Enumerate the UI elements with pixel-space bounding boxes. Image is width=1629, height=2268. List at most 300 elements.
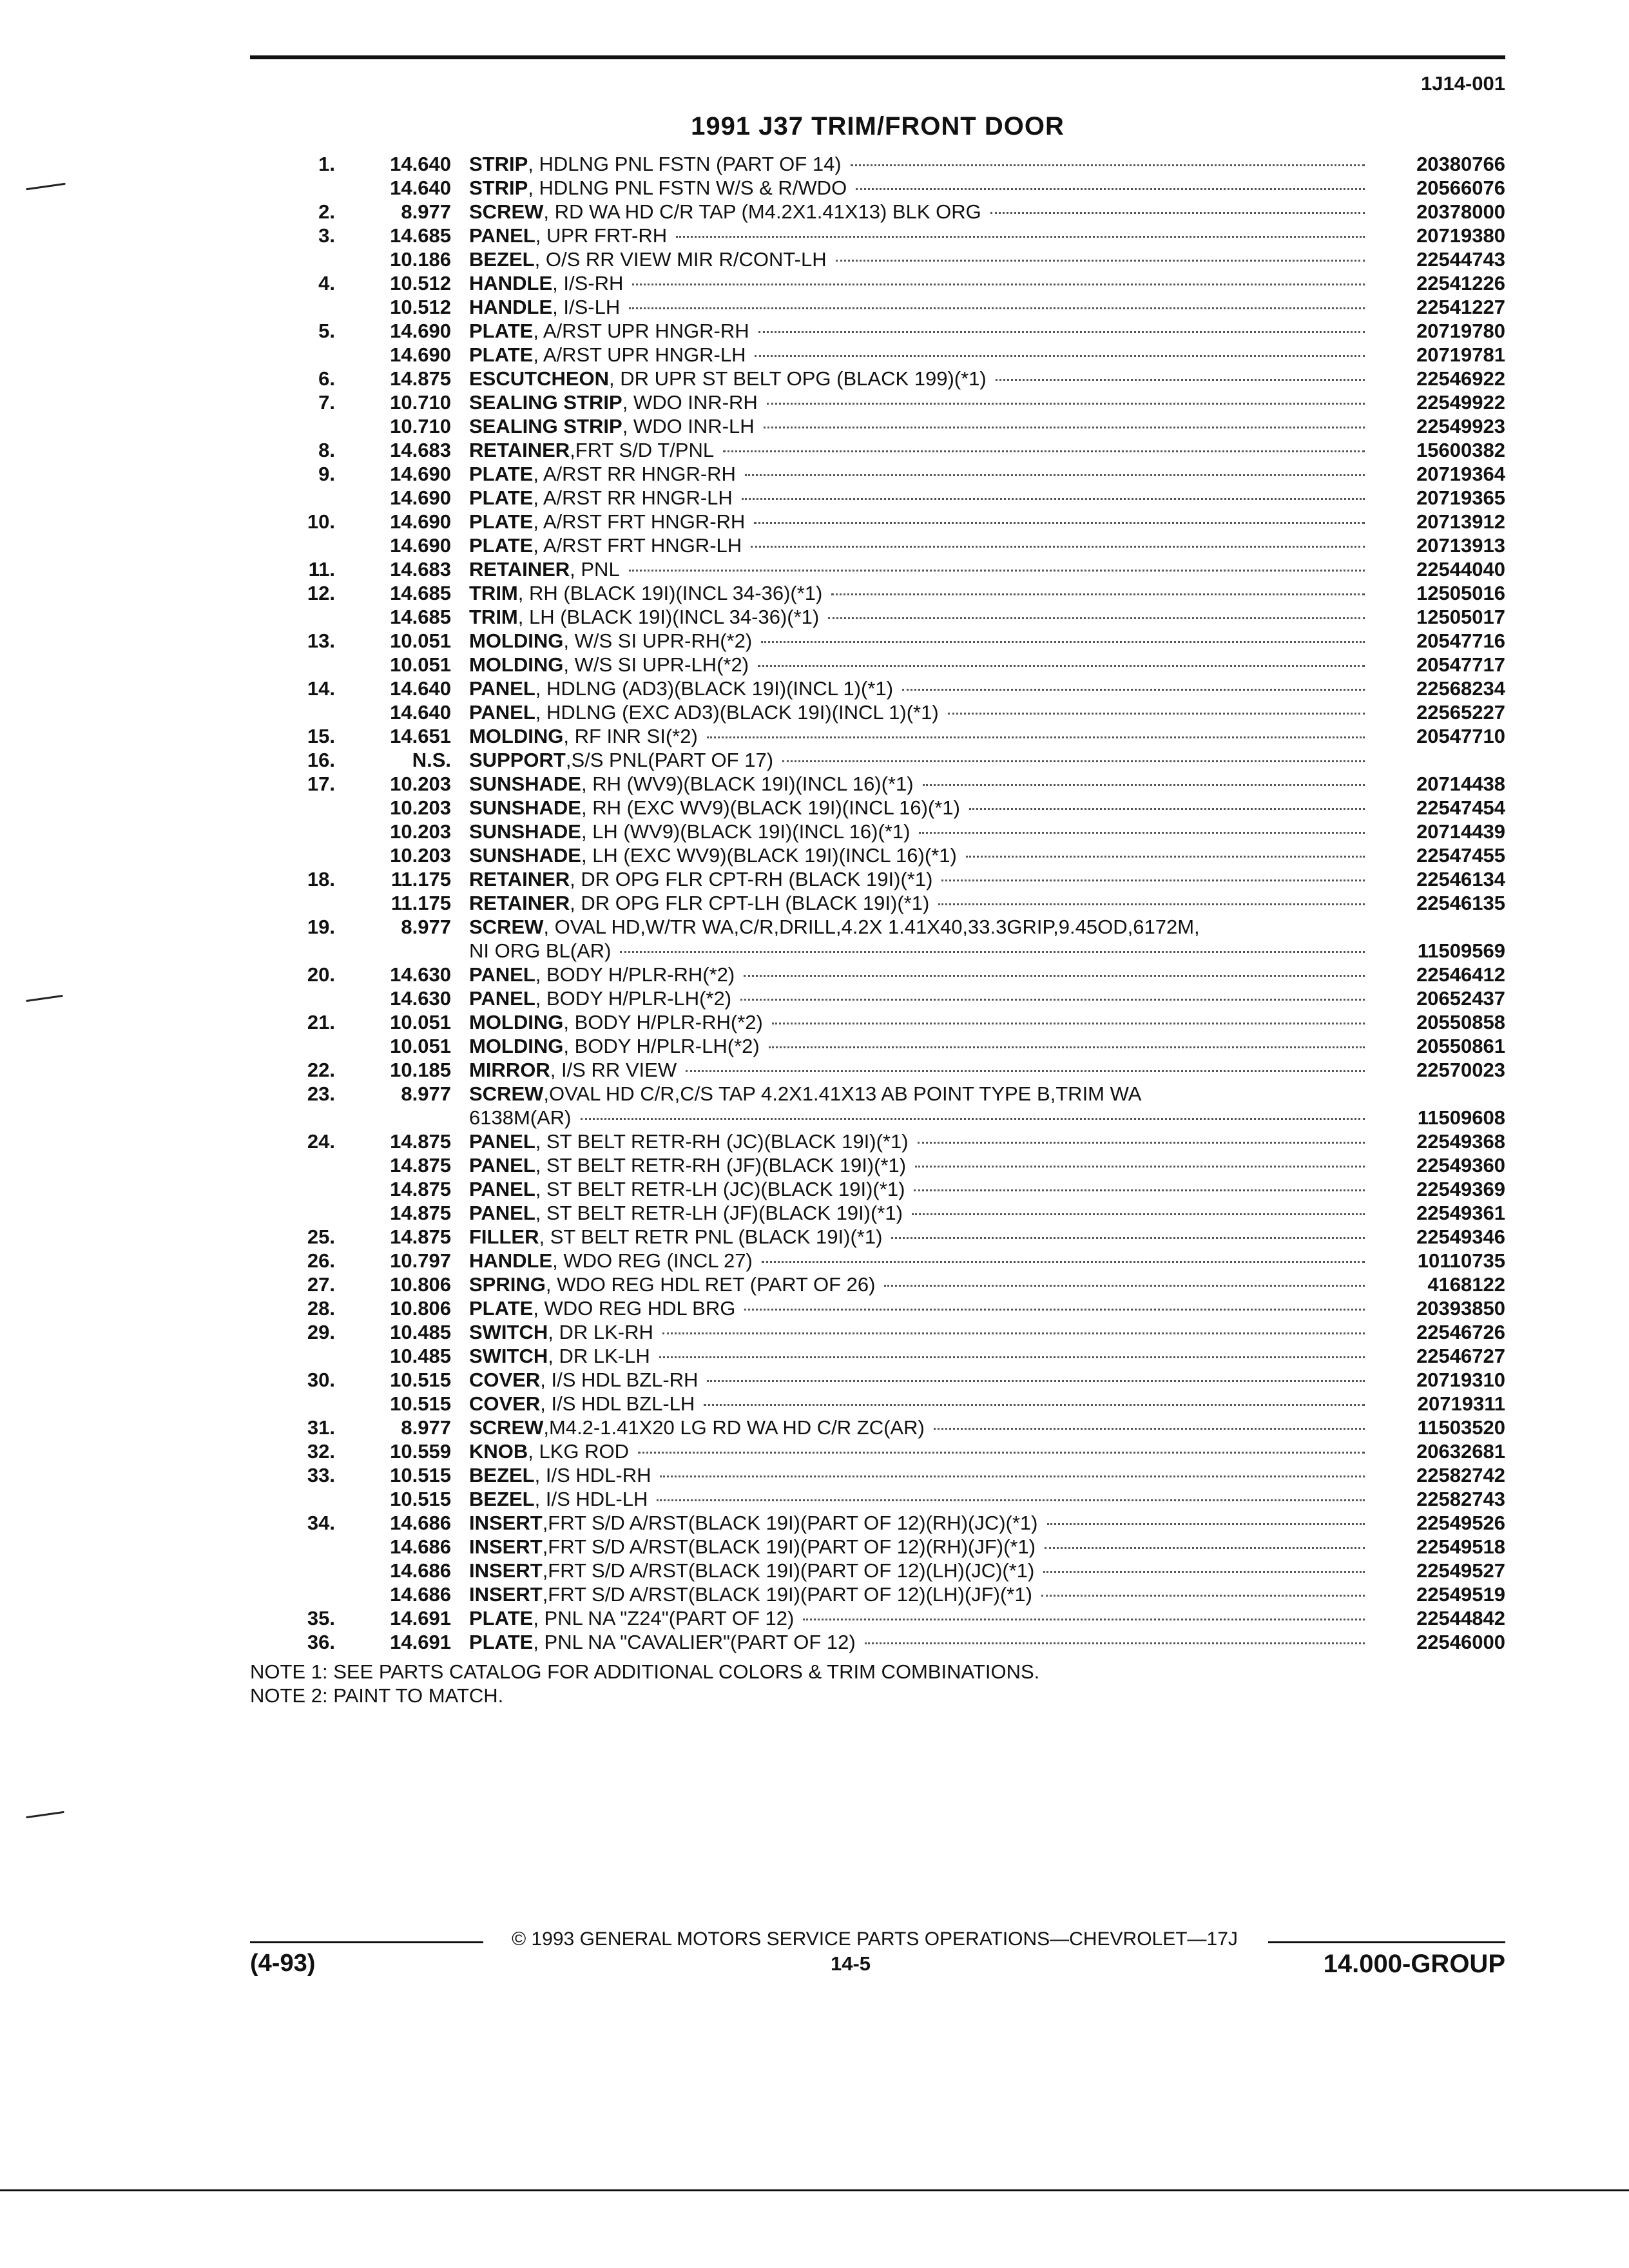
dot-leader [638,1452,1365,1454]
part-description [469,1582,1365,1606]
dot-leader [912,1213,1365,1215]
dot-leader [742,498,1365,500]
part-detail: , ST BELT RETR-RH (JF)(BLACK 19I)(*1) [535,1154,907,1177]
part-description [469,390,1365,414]
dot-leader [744,1309,1365,1311]
dot-leader [751,546,1365,548]
part-detail: , RH (EXC WV9)(BLACK 19I)(INCL 16)(*1) [581,796,960,819]
part-name: SUPPORT [469,749,566,771]
part-name: PLATE [469,534,534,557]
part-name: BEZEL [469,1488,535,1510]
part-row [0,462,1629,486]
ref-number: 18. [307,868,335,890]
part-number: 22544842 [1416,1607,1505,1629]
group-number: 10.512 [390,296,451,318]
part-name: SCREW [469,200,544,223]
part-description [469,462,1365,486]
part-name: INSERT [469,1583,543,1606]
part-name: STRIP [469,177,528,199]
part-detail: , I/S HDL BZL-RH [540,1369,699,1391]
part-detail: , LH (BLACK 19I)(INCL 34-36)(*1) [517,606,820,628]
part-detail: ,FRT S/D A/RST(BLACK 19I)(PART OF 12)(LH)(JC)(*1) [542,1559,1035,1582]
part-name: TRIM [469,582,518,604]
part-number: 22549368 [1416,1130,1505,1153]
part-number: 22549526 [1416,1512,1505,1534]
dot-leader [990,212,1365,214]
ref-number: 21. [307,1011,335,1033]
part-detail: , LKG ROD [528,1440,630,1463]
ref-number: 1. [318,153,335,175]
part-name: SCREW [469,916,544,938]
part-number: 20719380 [1416,224,1505,247]
part-number: 20719780 [1416,320,1505,342]
part-row [0,367,1629,390]
part-number: 22547454 [1416,796,1505,819]
part-row [0,986,1629,1010]
ref-number: 11. [308,558,335,581]
part-detail: , PNL NA "CAVALIER"(PART OF 12) [533,1631,856,1653]
part-description [469,1320,1365,1344]
dot-leader [764,427,1365,428]
part-number: 11509569 [1417,939,1505,962]
part-detail: , UPR FRT-RH [535,224,668,247]
part-row [0,414,1629,438]
part-number: 22544743 [1416,248,1505,271]
part-detail: , WDO REG HDL BRG [533,1297,736,1320]
part-row [0,438,1629,462]
part-description [469,533,1365,557]
part-detail: , A/RST UPR HNGR-LH [533,343,746,366]
part-number: 20632681 [1416,1440,1505,1463]
dot-leader [836,260,1365,262]
dot-leader [769,1046,1365,1048]
group-number: 10.186 [390,248,451,271]
group-number: 10.051 [390,1035,451,1057]
dot-leader [996,379,1365,381]
part-number: 20550861 [1416,1035,1505,1057]
part-row [0,820,1629,843]
part-detail: , WDO INR-LH [622,415,755,437]
part-number: 20719365 [1416,486,1505,509]
part-description [469,1129,1365,1153]
part-number: 15600382 [1416,439,1505,461]
part-detail: , DR OPG FLR CPT-LH (BLACK 19I)(*1) [570,892,930,914]
part-number: 22582742 [1416,1464,1505,1486]
part-row [0,605,1629,629]
part-detail: , BODY H/PLR-LH(*2) [563,1035,760,1057]
part-number: 20378000 [1416,200,1505,223]
dot-leader [865,1642,1365,1644]
group-number: 10.559 [390,1440,451,1463]
part-name: SEALING STRIP [469,415,622,437]
part-row [0,152,1629,176]
dot-leader [767,403,1365,405]
part-number: 22544040 [1416,558,1505,581]
group-number: 14.651 [390,725,451,747]
part-description [469,1463,1365,1487]
part-description [469,319,1365,343]
part-number: 22546135 [1416,892,1505,914]
part-name: BEZEL [469,1464,535,1486]
part-description [469,1606,1365,1630]
part-number: 22546000 [1416,1631,1505,1653]
part-number: 22568234 [1416,677,1505,700]
part-detail: ,S/S PNL(PART OF 17) [565,749,774,771]
part-row [0,271,1629,295]
part-row [0,295,1629,319]
part-description [469,1344,1365,1368]
group-number: 14.640 [390,701,451,724]
part-row [0,772,1629,796]
group-number: 14.640 [390,177,451,199]
ref-number: 24. [307,1130,335,1153]
part-row [0,1249,1629,1273]
part-number: 22570023 [1416,1059,1505,1081]
part-detail: , PNL [570,558,620,581]
part-detail: , I/S HDL BZL-LH [540,1392,695,1415]
part-description [469,986,1365,1010]
group-number: 10.051 [390,629,451,652]
part-detail: ,FRT S/D A/RST(BLACK 19I)(PART OF 12)(RH)(JF)(*1) [542,1535,1036,1558]
part-row [0,1225,1629,1249]
part-number: 22549519 [1416,1583,1505,1606]
dot-leader [632,284,1365,285]
part-row [0,1344,1629,1368]
group-number: 11.175 [390,892,451,914]
part-row [0,1606,1629,1630]
group-number: 14.875 [390,1202,451,1224]
part-number: 20713913 [1416,534,1505,557]
part-description [469,1177,1365,1201]
part-row [0,557,1629,581]
part-name: STRIP [469,153,528,175]
part-row [0,1296,1629,1320]
dot-leader [758,331,1365,333]
part-number: 20719781 [1416,343,1505,366]
part-name: SEALING STRIP [469,391,622,414]
dot-leader [918,1142,1365,1144]
part-row [0,843,1629,867]
part-description [469,1153,1365,1177]
group-number: 10.512 [390,272,451,294]
part-detail: , WDO INR-RH [622,391,758,414]
group-number: 14.685 [390,606,451,628]
part-description [469,438,1365,462]
ref-number: 23. [307,1082,335,1105]
dot-leader [856,188,1365,190]
part-number: 22582743 [1416,1488,1505,1510]
part-row [0,1082,1629,1106]
part-name: SWITCH [469,1345,548,1367]
part-description [469,1630,1365,1654]
part-detail: , ST BELT RETR PNL (BLACK 19I)(*1) [539,1225,883,1248]
group-number: 10.485 [390,1345,451,1367]
dot-leader [934,1428,1365,1430]
dot-leader [755,355,1365,357]
part-description [469,1392,1365,1416]
part-name: PLATE [469,1297,534,1320]
part-number: 20547717 [1416,653,1505,676]
part-row [0,1153,1629,1177]
dot-leader [828,617,1365,619]
part-description [469,1034,1365,1058]
part-description [469,891,1365,915]
group-number: 10.515 [390,1392,451,1415]
group-number: 14.875 [390,1178,451,1200]
part-description [469,343,1365,367]
group-number: 14.640 [390,153,451,175]
part-row [0,963,1629,986]
ref-number: 14. [307,677,335,700]
part-name: PLATE [469,1607,534,1629]
group-number: 10.485 [390,1321,451,1343]
part-row [0,1487,1629,1511]
part-name: MOLDING [469,1035,564,1057]
dot-leader [941,879,1365,881]
ref-number: 35. [307,1607,335,1629]
part-number: 22541227 [1416,296,1505,318]
group-number: 14.690 [390,320,451,342]
part-detail: , I/S-LH [552,296,621,318]
ref-number: 34. [307,1512,335,1534]
ref-number: 17. [307,773,335,795]
part-name: PANEL [469,1130,535,1153]
part-name: HANDLE [469,272,553,294]
group-number: 10.710 [390,415,451,437]
part-name: SUNSHADE [469,820,581,843]
group-number: 14.690 [390,463,451,485]
part-name: SCREW [469,1416,544,1439]
part-detail: ,FRT S/D T/PNL [570,439,715,461]
part-number: 22546727 [1416,1345,1505,1367]
group-number: 8.977 [401,1082,451,1105]
part-description [469,176,1365,200]
part-number: 10110735 [1417,1249,1505,1272]
part-name: SUNSHADE [469,844,581,867]
ref-number: 2. [318,200,335,223]
ref-number: 26. [307,1249,335,1272]
part-detail: , A/RST FRT HNGR-RH [533,510,746,533]
group-number: 14.875 [390,1225,451,1248]
part-detail: , I/S RR VIEW [550,1059,677,1081]
ref-number: 19. [307,916,335,938]
part-detail: , I/S HDL-LH [534,1488,648,1510]
part-name: SUNSHADE [469,796,581,819]
part-number: 22549527 [1416,1559,1505,1582]
ref-number: 8. [318,439,335,461]
dot-leader [754,522,1365,524]
part-detail: 6138M(AR) [469,1106,572,1129]
part-detail: , I/S HDL-RH [534,1464,651,1486]
group-number: 10.203 [390,773,451,795]
part-row [0,891,1629,915]
part-description [469,820,1365,843]
part-row [0,200,1629,224]
dot-leader [831,593,1365,595]
part-detail: , HDLNG PNL FSTN W/S & R/WDO [528,177,847,199]
ref-number: 3. [318,224,335,247]
dot-leader [740,999,1365,1001]
part-description [469,843,1365,867]
group-number: 10.806 [390,1297,451,1320]
part-detail: , BODY H/PLR-RH(*2) [563,1011,763,1033]
part-detail: NI ORG BL(AR) [469,939,612,962]
copyright-line: © 1993 GENERAL MOTORS SERVICE PARTS OPERATIONS—CHEVROLET—17J [512,1928,1238,1950]
dot-leader [914,1189,1365,1191]
group-number: 10.515 [390,1369,451,1391]
ref-number: 33. [307,1464,335,1486]
part-number: 20719311 [1417,1392,1505,1415]
group-number: 10.203 [390,796,451,819]
part-row [0,1106,1629,1129]
part-detail: , OVAL HD,W/TR WA,C/R,DRILL,4.2X 1.41X40,33.3GRIP,9.45OD,6172M, [543,916,1200,938]
part-number: 22546134 [1416,868,1505,890]
part-number: 20714438 [1416,773,1505,795]
part-detail: , W/S SI UPR-LH(*2) [563,653,749,676]
part-name: INSERT [469,1512,543,1534]
part-number: 20652437 [1416,987,1505,1010]
ref-number: 32. [307,1440,335,1463]
part-name: MIRROR [469,1059,550,1081]
part-description [469,629,1365,653]
part-detail: , RH (BLACK 19I)(INCL 34-36)(*1) [517,582,823,604]
dot-leader [707,736,1365,738]
part-row [0,1392,1629,1416]
part-name: RETAINER [469,439,570,461]
part-detail: ,FRT S/D A/RST(BLACK 19I)(PART OF 12)(RH)(JC)(*1) [542,1512,1038,1534]
group-number: 10.806 [390,1273,451,1296]
part-description [469,915,1365,939]
part-row [0,629,1629,653]
part-name: MOLDING [469,1011,564,1033]
ref-number: 27. [307,1273,335,1296]
part-name: FILLER [469,1225,539,1248]
ref-number: 22. [307,1059,335,1081]
ref-number: 4. [318,272,335,294]
part-number: 22565227 [1416,701,1505,724]
part-name: MOLDING [469,653,564,676]
ref-number: 5. [318,320,335,342]
part-row [0,724,1629,748]
dot-leader [745,474,1365,476]
scan-mark [26,1811,64,1818]
part-row [0,1368,1629,1392]
part-name: SCREW [469,1082,544,1105]
group-number: 11.175 [390,868,451,890]
part-description [469,1010,1365,1034]
dot-leader [1047,1523,1365,1525]
part-name: PLATE [469,320,534,342]
part-name: COVER [469,1392,541,1415]
group-number: 14.640 [390,677,451,700]
part-number: 20550858 [1416,1011,1505,1033]
dot-leader [704,1404,1365,1406]
group-number: 10.185 [390,1059,451,1081]
part-row [0,1177,1629,1201]
group-number: 14.686 [390,1535,451,1558]
part-detail: , HDLNG (EXC AD3)(BLACK 19I)(INCL 1)(*1) [535,701,939,724]
part-name: BEZEL [469,248,535,271]
part-row [0,1559,1629,1582]
part-row [0,1630,1629,1654]
dot-leader [676,236,1365,238]
part-description [469,963,1365,986]
part-description [469,510,1365,533]
group-number: 10.710 [390,391,451,414]
dot-leader [969,808,1365,810]
part-detail: , A/RST UPR HNGR-RH [533,320,749,342]
part-detail: , ST BELT RETR-LH (JF)(BLACK 19I)(*1) [535,1202,903,1224]
part-name: PLATE [469,486,534,509]
ref-number: 36. [307,1631,335,1653]
part-description [469,367,1365,390]
dot-leader [761,641,1365,643]
note-1: NOTE 1: SEE PARTS CATALOG FOR ADDITIONAL COLORS & TRIM COMBINATIONS. [250,1660,1040,1683]
part-description [469,1273,1365,1296]
part-row [0,390,1629,414]
part-row [0,1463,1629,1487]
ref-number: 15. [307,725,335,747]
part-row [0,319,1629,343]
dot-leader [782,760,1365,762]
group-number: 14.690 [390,534,451,557]
dot-leader [657,1499,1365,1501]
part-detail: ,OVAL HD C/R,C/S TAP 4.2X1.41X13 AB POINT TYPE B,TRIM WA [543,1082,1142,1105]
part-number: 22546726 [1416,1321,1505,1343]
part-row [0,1582,1629,1606]
group-number: 10.203 [390,844,451,867]
part-number: 12505016 [1416,582,1505,604]
part-row [0,343,1629,367]
part-number: 20393850 [1416,1297,1505,1320]
part-row [0,581,1629,605]
part-description [469,581,1365,605]
part-name: HANDLE [469,1249,553,1272]
issue-date: (4-93) [250,1950,316,1977]
part-number: 20713912 [1416,510,1505,533]
part-description [469,1368,1365,1392]
ref-number: 9. [318,463,335,485]
part-row [0,677,1629,700]
part-number: 22549346 [1416,1225,1505,1248]
dot-leader [915,1166,1365,1168]
part-detail: , BODY H/PLR-RH(*2) [535,963,735,986]
part-detail: , RD WA HD C/R TAP (M4.2X1.41X13) BLK ORG [543,200,981,223]
dot-leader [660,1475,1365,1477]
part-number: 20566076 [1416,177,1505,199]
part-description [469,939,1365,963]
group-number: 14.685 [390,224,451,247]
ref-number: 12. [307,582,335,604]
part-description [469,1296,1365,1320]
group-number: N.S. [412,749,451,771]
part-row [0,247,1629,271]
group-number: 8.977 [401,1416,451,1439]
part-description [469,1535,1365,1559]
page-number: 14-5 [830,1952,871,1975]
part-name: PANEL [469,1202,535,1224]
part-detail: ,FRT S/D A/RST(BLACK 19I)(PART OF 12)(LH)(JF)(*1) [542,1583,1032,1606]
dot-leader [620,951,1365,953]
part-description [469,1225,1365,1249]
group-number: 14.683 [390,439,451,461]
ref-number: 30. [307,1369,335,1391]
part-row [0,1034,1629,1058]
part-row [0,1416,1629,1439]
part-row [0,653,1629,677]
page-code: 1J14-001 [1420,72,1505,95]
part-description [469,1439,1365,1463]
